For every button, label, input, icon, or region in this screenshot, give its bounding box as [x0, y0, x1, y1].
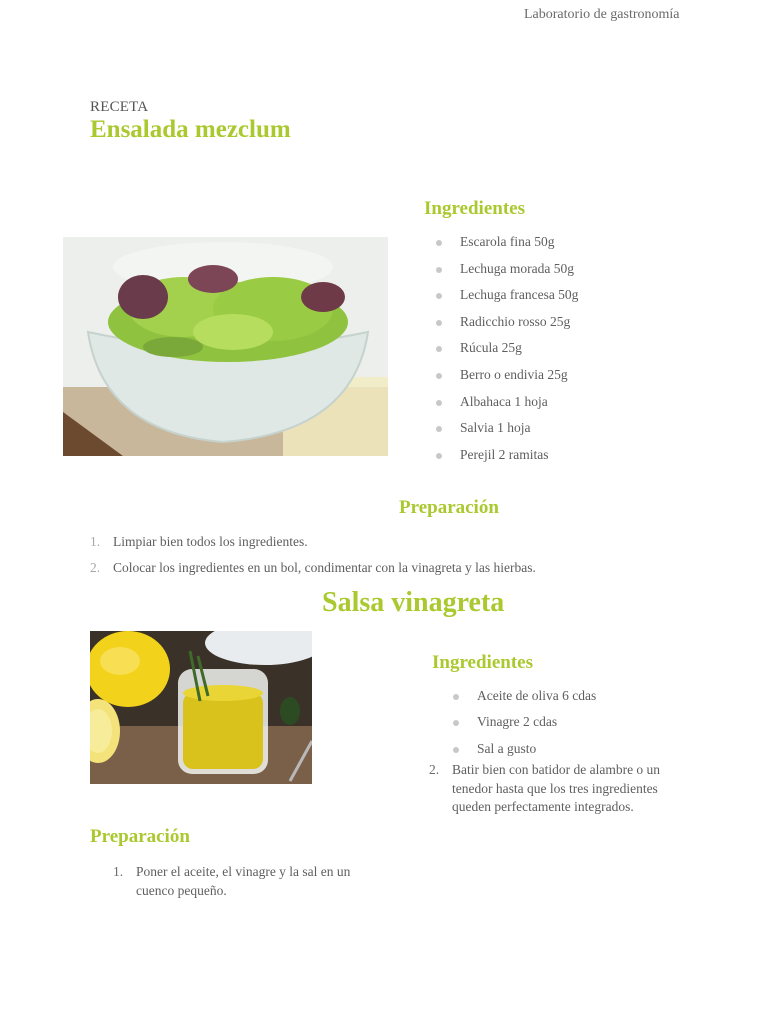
recipe-title: Ensalada mezclum	[90, 116, 291, 143]
step-item	[90, 533, 536, 559]
step-text: Poner el aceite, el vinagre y la sal en un cuenco pequeño.	[136, 864, 351, 898]
list-item: Aceite de oliva 6 cdas	[453, 688, 596, 714]
vinaigrette-jar-image	[90, 631, 312, 784]
step-number: 2.	[429, 762, 440, 777]
ingredients-list	[436, 234, 578, 473]
list-item: Perejil 2 ramitas	[436, 447, 578, 474]
list-item: Escarola fina 50g	[436, 234, 578, 261]
step-item	[90, 559, 536, 585]
step-item	[429, 761, 679, 817]
list-item: Lechuga francesa 50g	[436, 287, 578, 314]
vinaigrette-photo	[90, 631, 312, 784]
list-item: Lechuga morada 50g	[436, 261, 578, 288]
step-text: Batir bien con batidor de alambre o un tenedor hasta que los tres ingredientes queden perfectamente integrados.	[452, 762, 661, 815]
list-item: Radicchio rosso 25g	[436, 314, 578, 341]
list-item: Vinagre 2 cdas	[453, 714, 596, 740]
list-item: Albahaca 1 hoja	[436, 394, 578, 421]
list-item: Rúcula 25g	[436, 340, 578, 367]
sauce-steps-continued	[429, 761, 679, 817]
list-item: Berro o endivia 25g	[436, 367, 578, 394]
preparation-heading: Preparación	[399, 497, 499, 518]
step-item	[113, 863, 363, 900]
step-number: 1.	[90, 534, 101, 549]
sauce-steps	[113, 863, 363, 900]
sauce-title: Salsa vinagreta	[322, 587, 505, 618]
preparation-steps	[90, 533, 536, 585]
sauce-ingredients-list	[453, 688, 596, 767]
step-text: Limpiar bien todos los ingredientes.	[113, 534, 308, 549]
ingredients-heading: Ingredientes	[424, 198, 525, 219]
sauce-preparation-heading: Preparación	[90, 826, 190, 847]
step-number: 2.	[90, 560, 101, 575]
salad-bowl-image	[63, 237, 388, 456]
list-item: Salvia 1 hoja	[436, 420, 578, 447]
step-number: 1.	[113, 864, 124, 879]
page-header: Laboratorio de gastronomía	[524, 7, 680, 22]
recipe-label: RECETA	[90, 99, 149, 115]
sauce-ingredients-heading: Ingredientes	[432, 652, 533, 673]
list-item: Sal a gusto	[453, 741, 596, 767]
salad-photo	[63, 237, 388, 456]
step-text: Colocar los ingredientes en un bol, condimentar con la vinagreta y las hierbas.	[113, 560, 536, 575]
